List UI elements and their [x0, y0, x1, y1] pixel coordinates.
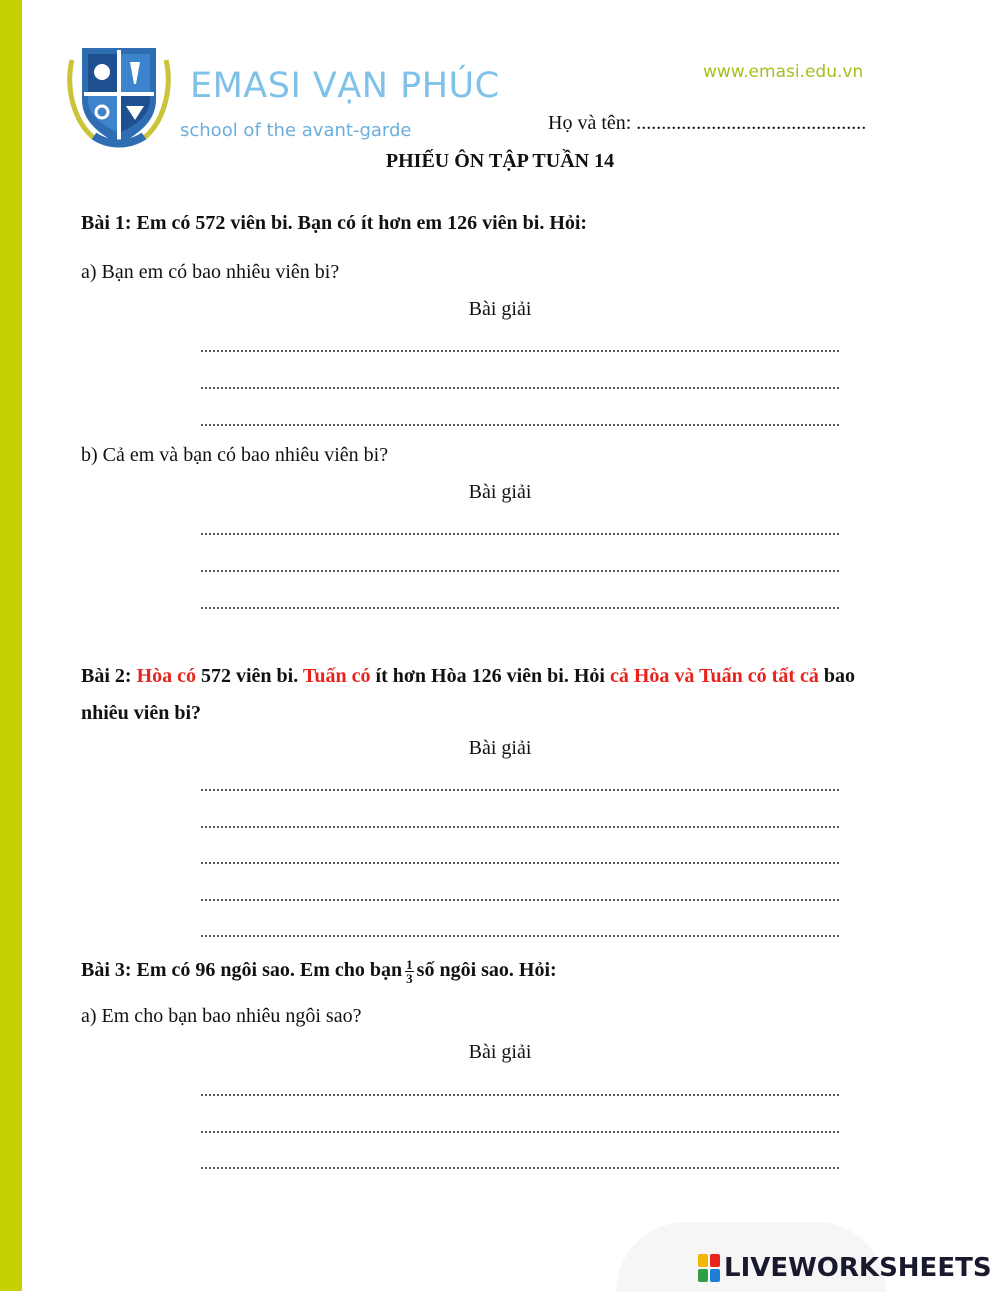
brand-tagline: school of the avant-garde [180, 120, 412, 141]
brand-name: EMASI VẠN PHÚC [190, 66, 500, 106]
answer-line[interactable] [201, 424, 839, 426]
solution-label: Bài giải [468, 298, 532, 320]
solution-label: Bài giải [468, 481, 532, 503]
exercise-1b-question: b) Cả em và bạn có bao nhiêu viên bi? [81, 444, 389, 466]
exercise-2-text: 572 viên bi. [196, 665, 303, 687]
answer-line[interactable] [201, 1094, 839, 1096]
fraction-numerator: 1 [406, 957, 413, 972]
exercise-2-text: bao [818, 665, 855, 687]
exercise-3a-question: a) Em cho bạn bao nhiêu ngôi sao? [81, 1005, 362, 1027]
solution-label: Bài giải [468, 1041, 532, 1063]
solution-label: Bài giải [468, 737, 532, 759]
exercise-2-heading-cont: nhiêu viên bi? [81, 702, 202, 724]
answer-line[interactable] [201, 350, 839, 352]
liveworksheets-brand: LIVEWORKSHEETS [724, 1253, 992, 1283]
answer-line[interactable] [201, 1131, 839, 1133]
side-accent-bar [0, 0, 22, 1291]
exercise-3-text: số ngôi sao. Hỏi: [416, 959, 557, 982]
exercise-2-text: ít hơn Hòa 126 viên bi. Hỏi [370, 665, 610, 687]
answer-line[interactable] [201, 1167, 839, 1169]
exercise-1-heading: Bài 1: Em có 572 viên bi. Bạn có ít hơn em 126 viên bi. Hỏi: [81, 212, 588, 234]
student-name-field[interactable]: Họ và tên: .............................................. [548, 112, 867, 134]
answer-line[interactable] [201, 789, 839, 791]
exercise-2-heading [81, 665, 855, 688]
answer-line[interactable] [201, 899, 839, 901]
answer-line[interactable] [201, 387, 839, 389]
answer-line[interactable] [201, 533, 839, 535]
worksheet-title: PHIẾU ÔN TẬP TUẦN 14 [385, 150, 615, 172]
answer-line[interactable] [201, 607, 839, 609]
exercise-2-label: Bài 2: [81, 665, 137, 687]
liveworksheets-icon [698, 1254, 720, 1282]
highlight-text: cả Hòa và Tuấn có tất cả [609, 665, 819, 687]
liveworksheets-logo[interactable] [698, 1252, 992, 1284]
website-link[interactable]: www.emasi.edu.vn [703, 62, 864, 82]
answer-line[interactable] [201, 570, 839, 572]
exercise-3-text: Bài 3: Em có 96 ngôi sao. Em cho bạn [81, 959, 403, 982]
highlight-text: Tuấn có [302, 665, 371, 687]
answer-line[interactable] [201, 826, 839, 828]
exercise-1a-question: a) Bạn em có bao nhiêu viên bi? [81, 261, 340, 283]
fraction [405, 958, 414, 985]
school-crest-logo [64, 40, 174, 150]
exercise-3-heading [81, 958, 557, 985]
answer-line[interactable] [201, 862, 839, 864]
fraction-denominator: 3 [406, 971, 413, 986]
answer-line[interactable] [201, 935, 839, 937]
highlight-text: Hòa có [136, 665, 196, 687]
